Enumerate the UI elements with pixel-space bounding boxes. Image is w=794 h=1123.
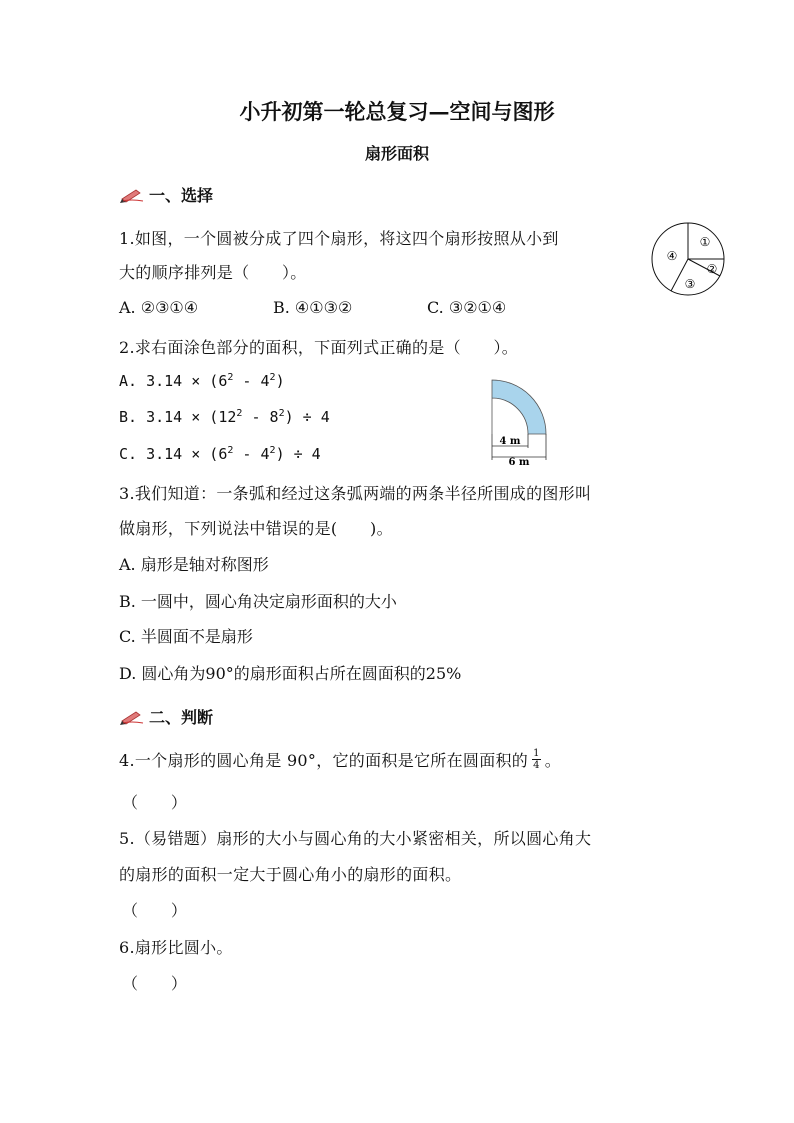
q6-answer-blank[interactable]: （ ） — [122, 974, 188, 993]
q2-fig-outer-label: 6 m — [508, 457, 530, 466]
q3-option-a: A. 扇形是轴对称图形 — [119, 555, 269, 574]
pencil-icon — [119, 187, 145, 203]
q4-answer-blank[interactable]: （ ） — [122, 793, 188, 812]
q4-text: 4.一个扇形的圆心角是 90°，它的面积是它所在圆面积的 — [119, 751, 529, 770]
q1-line2: 大的顺序排列是（ ）。 — [119, 263, 307, 282]
q1-fig-label-1: ① — [699, 235, 711, 249]
q1-fig-label-4: ④ — [666, 249, 678, 263]
q1-option-b: B. ④①③② — [273, 298, 353, 317]
page-subtitle: 扇形面积 — [364, 144, 429, 163]
q3-line2: 做扇形，下列说法中错误的是( )。 — [119, 519, 393, 538]
section-choice-label: 一、选择 — [149, 186, 214, 205]
q2-option-b: B. $3.14 \times (12^2 - 8^2) \div 4$ — [119, 408, 330, 426]
q4-line — [119, 748, 561, 771]
page-title: 小升初第一轮总复习—空间与图形 — [239, 99, 555, 124]
q1-circle-figure — [650, 218, 730, 300]
q1-fig-label-3: ③ — [684, 277, 696, 291]
section-judge — [119, 705, 213, 728]
q1-option-c: C. ③②①④ — [427, 298, 507, 317]
q5-answer-blank[interactable]: （ ） — [122, 901, 188, 920]
q4-end: 。 — [544, 751, 562, 770]
q3-line1: 3.我们知道：一条弧和经过这条弧两端的两条半径所围成的图形叫 — [119, 484, 592, 503]
q6-line: 6.扇形比圆小。 — [119, 938, 233, 957]
q2-option-c: C. $3.14 \times (6^2 - 4^2) \div 4$ — [119, 445, 321, 463]
q3-option-c: C. 半圆面不是扇形 — [119, 627, 253, 646]
q1-line1: 1.如图，一个圆被分成了四个扇形，将这四个扇形按照从小到 — [119, 229, 559, 248]
q3-option-b: B. 一圆中，圆心角决定扇形面积的大小 — [119, 592, 397, 611]
q1-option-a: A. ②③①④ — [119, 298, 199, 317]
section-choice — [119, 183, 213, 206]
q2-ring-figure — [486, 374, 556, 466]
pencil-icon — [119, 709, 145, 725]
q1-fig-label-2: ② — [706, 262, 718, 276]
q3-option-d: D. 圆心角为90°的扇形面积占所在圆面积的25% — [119, 664, 462, 683]
q4-fraction: $\frac{1}{4}$ — [533, 748, 540, 771]
q2-option-a: A. $3.14 \times (6^2 - 4^2)$ — [119, 372, 285, 390]
q5-line2: 的扇形的面积一定大于圆心角小的扇形的面积。 — [119, 865, 462, 884]
q2-fig-inner-label: 4 m — [499, 436, 521, 447]
section-judge-label: 二、判断 — [149, 708, 214, 727]
q2-line1: 2.求右面涂色部分的面积，下面列式正确的是（ ）。 — [119, 338, 519, 357]
q5-line1: 5.（易错题）扇形的大小与圆心角的大小紧密相关，所以圆心角大 — [119, 829, 592, 848]
